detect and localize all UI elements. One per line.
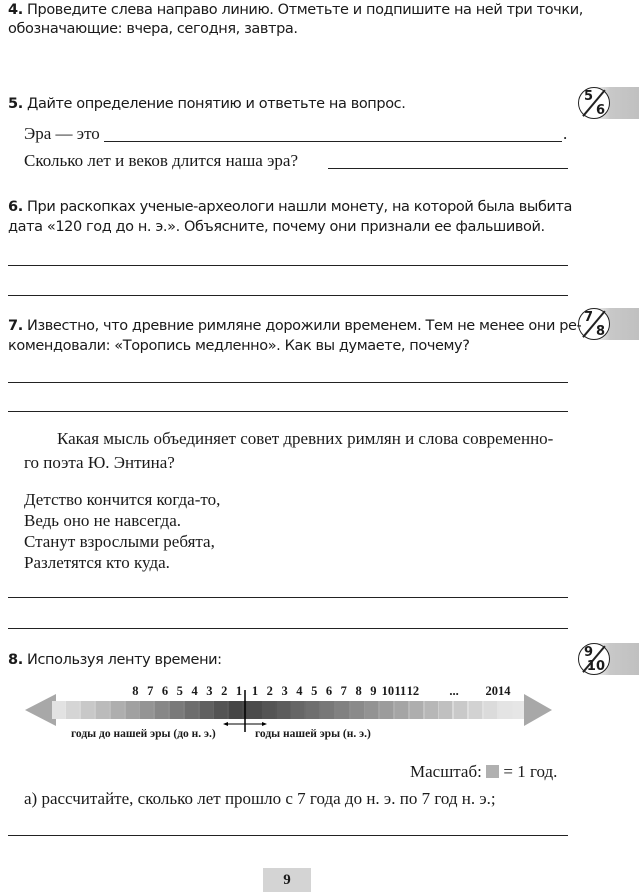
timeline-cell-ad	[410, 701, 423, 719]
timeline-cell-ad	[306, 701, 319, 719]
timeline-cell-ad	[247, 701, 260, 719]
ad-year-label: 12	[406, 684, 420, 698]
q7-line2: комендовали: «Торопись медленно». Как вы думаете, почему?	[8, 338, 470, 354]
era-question-answer-line[interactable]	[328, 168, 568, 169]
score-badge-7-8: 7 8	[578, 308, 610, 340]
era-label: Эра — это	[24, 124, 100, 143]
answer-line[interactable]	[8, 597, 568, 598]
timeline-cell-ad	[439, 701, 452, 719]
timeline-cell-bc	[96, 701, 109, 719]
score-badge-9-10: 9 10	[578, 643, 610, 675]
timeline-cell-ad	[336, 701, 349, 719]
timeline-cell-bc	[155, 701, 168, 719]
q6-line1: 6. При раскопках ученые-археологи нашли монету, на которой была выбита	[8, 199, 573, 215]
poem-line: Ведь оно не навсегда.	[24, 511, 181, 530]
ad-year-label: 11	[394, 684, 407, 698]
answer-line[interactable]	[8, 835, 568, 836]
bc-year-label: 3	[206, 684, 213, 698]
end-year-label: 2014	[485, 684, 511, 698]
scale-legend: Масштаб: = 1 год.	[410, 762, 558, 781]
ad-year-label: 1	[251, 684, 259, 698]
ad-year-label: 8	[355, 684, 362, 698]
poem-line: Разлетятся кто куда.	[24, 553, 170, 572]
timeline-cell-ad	[321, 701, 334, 719]
timeline-cell-ad	[351, 701, 364, 719]
timeline-cell-ad	[469, 701, 482, 719]
timeline-cell-ad	[425, 701, 438, 719]
q8-title: 8. Используя ленту времени:	[8, 652, 222, 668]
page-number: 9	[263, 868, 311, 892]
timeline-cell-ad	[454, 701, 467, 719]
timeline-cell-ad	[365, 701, 378, 719]
period: .	[563, 124, 568, 143]
q7-para1: Какая мысль объединяет совет древних римлян и слова современно-	[57, 429, 554, 448]
ad-year-label: 9	[370, 684, 377, 698]
timeline-cell-bc	[111, 701, 124, 719]
answer-line[interactable]	[8, 295, 568, 296]
timeline-cell-ad	[395, 701, 408, 719]
timeline-cell-ad	[484, 701, 497, 719]
timeline-cell-ad	[291, 701, 304, 719]
timeline-cell-ad	[277, 701, 290, 719]
timeline-cell-bc	[66, 701, 79, 719]
bc-year-label: 8	[132, 684, 139, 698]
poem-line: Детство кончится когда-то,	[24, 490, 221, 509]
bc-year-label: 1	[235, 684, 243, 698]
ad-year-label: 3	[281, 684, 288, 698]
era-answer-line[interactable]	[104, 141, 562, 142]
timeline-cell-bc	[200, 701, 213, 719]
bc-year-label: 6	[161, 684, 169, 698]
arrow-right-icon	[524, 694, 552, 726]
ellipsis-label: ...	[449, 684, 459, 698]
bc-year-label: 4	[191, 684, 198, 698]
answer-line[interactable]	[8, 411, 568, 412]
timeline-cell-bc	[140, 701, 153, 719]
task-a: а) рассчитайте, сколько лет прошло с 7 года до н. э. по 7 год н. э.;	[24, 789, 496, 808]
timeline-cell-bc	[170, 701, 183, 719]
scale-cell-swatch	[486, 765, 499, 778]
ad-year-label: 10	[381, 684, 395, 698]
ad-year-label: 5	[311, 684, 318, 698]
timeline-cell-ad	[262, 701, 275, 719]
ad-year-label: 7	[340, 684, 347, 698]
ad-year-label: 2	[266, 684, 273, 698]
bc-year-label: 7	[147, 684, 154, 698]
ad-caption: годы нашей эры (н. э.)	[255, 728, 371, 740]
timeline	[0, 680, 639, 750]
bc-caption: годы до нашей эры (до н. э.)	[71, 728, 216, 740]
answer-line[interactable]	[8, 265, 568, 266]
q4-line1: 4. Проведите слева направо линию. Отметьте и подпишите на ней три точки,	[8, 2, 583, 18]
timeline-cell-bc	[214, 701, 227, 719]
q7-para2: го поэта Ю. Энтина?	[24, 453, 175, 472]
answer-line[interactable]	[8, 628, 568, 629]
answer-line[interactable]	[8, 382, 568, 383]
timeline-cell-ad	[499, 701, 512, 719]
timeline-cell-bc	[52, 701, 65, 719]
q5-title: 5. Дайте определение понятию и ответьте на вопрос.	[8, 96, 406, 112]
ad-year-label: 4	[296, 684, 303, 698]
timeline-cell-bc	[126, 701, 139, 719]
score-badge-5-6: 5 6	[578, 87, 610, 119]
timeline-cell-bc	[229, 701, 242, 719]
timeline-cell-bc	[185, 701, 198, 719]
era-question: Сколько лет и веков длится наша эра?	[24, 151, 298, 170]
poem-line: Станут взрослыми ребята,	[24, 532, 215, 551]
bc-year-label: 5	[176, 684, 183, 698]
bc-year-label: 2	[221, 684, 228, 698]
q7-line1: 7. Известно, что древние римляне дорожили временем. Тем не менее они ре-	[8, 318, 582, 334]
timeline-cell-ad	[380, 701, 393, 719]
ad-year-label: 6	[325, 684, 333, 698]
q4-line2: обозначающие: вчера, сегодня, завтра.	[8, 21, 298, 37]
q6-line2: дата «120 год до н. э.». Объясните, почему они признали ее фальшивой.	[8, 219, 545, 235]
timeline-cell-bc	[81, 701, 94, 719]
